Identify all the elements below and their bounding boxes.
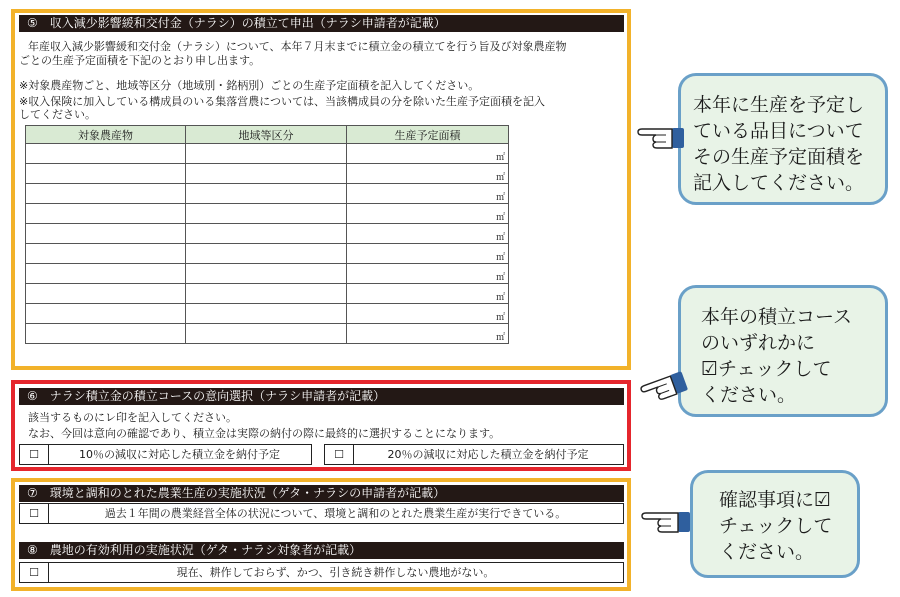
crop-cell[interactable] bbox=[26, 244, 186, 264]
option-10-percent[interactable] bbox=[19, 444, 312, 465]
region-cell[interactable] bbox=[186, 284, 347, 304]
option-20-percent-label: 20％の減収に対応した積立金を納付予定 bbox=[387, 448, 589, 461]
pointing-hand-icon bbox=[636, 120, 686, 154]
option-10-percent-checkbox[interactable]: ☐ bbox=[20, 445, 49, 464]
table-row bbox=[26, 324, 509, 344]
crop-cell[interactable] bbox=[26, 324, 186, 344]
pointing-hand-icon-2 bbox=[640, 368, 688, 408]
region-cell[interactable] bbox=[186, 164, 347, 184]
area-cell[interactable]: ㎡ bbox=[347, 284, 509, 304]
area-cell[interactable]: ㎡ bbox=[347, 324, 509, 344]
crop-cell[interactable] bbox=[26, 264, 186, 284]
environment-checkbox[interactable]: ☐ bbox=[20, 504, 49, 523]
region-cell[interactable] bbox=[186, 224, 347, 244]
table-row bbox=[26, 264, 509, 284]
region-cell[interactable] bbox=[186, 184, 347, 204]
callout-course bbox=[678, 285, 888, 417]
region-cell[interactable] bbox=[186, 324, 347, 344]
crop-cell[interactable] bbox=[26, 284, 186, 304]
region-cell[interactable] bbox=[186, 304, 347, 324]
section5-note-1: ※対象農産物ごと、地域等区分（地域別・銘柄別）ごとの生産予定面積を記入してください。 bbox=[19, 79, 480, 92]
callout-course-line-3: ☑チェックして bbox=[701, 358, 832, 380]
table-row bbox=[26, 184, 509, 204]
col-header-crop: 対象農産物 bbox=[26, 126, 186, 144]
col-header-area: 生産予定面積 bbox=[347, 126, 509, 144]
area-table bbox=[25, 125, 509, 344]
crop-cell[interactable] bbox=[26, 304, 186, 324]
area-cell[interactable]: ㎡ bbox=[347, 204, 509, 224]
table-row bbox=[26, 284, 509, 304]
section6-line-1: 該当するものにレ印を記入してください。 bbox=[28, 411, 237, 424]
table-row bbox=[26, 144, 509, 164]
area-cell[interactable]: ㎡ bbox=[347, 244, 509, 264]
area-cell[interactable]: ㎡ bbox=[347, 264, 509, 284]
table-row bbox=[26, 244, 509, 264]
environment-label: 過去１年間の農業経営全体の状況について、環境と調和のとれた農業生産が実行できている。 bbox=[104, 507, 567, 520]
area-cell[interactable]: ㎡ bbox=[347, 144, 509, 164]
crop-cell[interactable] bbox=[26, 184, 186, 204]
area-cell[interactable]: ㎡ bbox=[347, 304, 509, 324]
option-20-percent[interactable] bbox=[324, 444, 624, 465]
region-cell[interactable] bbox=[186, 244, 347, 264]
area-cell[interactable]: ㎡ bbox=[347, 164, 509, 184]
farmland-check[interactable] bbox=[19, 562, 624, 583]
callout-planned-area-line-1: 本年に生産を予定し bbox=[693, 94, 865, 116]
area-cell[interactable]: ㎡ bbox=[347, 184, 509, 204]
section6-title: ⑥ ナラシ積立金の積立コースの意向選択（ナラシ申請者が記載） bbox=[19, 388, 624, 405]
section5-para-1: 年産収入減少影響緩和交付金（ナラシ）について、本年７月末までに積立金の積立てを行う旨及び対象農産物 bbox=[28, 40, 567, 53]
region-cell[interactable] bbox=[186, 264, 347, 284]
callout-planned-area-line-4: 記入してください。 bbox=[693, 172, 865, 194]
section5-note-2: ※収入保険に加入している構成員のいる集落営農については、当該構成員の分を除いた生産予定面積を記入 bbox=[19, 95, 545, 108]
callout-confirm bbox=[690, 470, 860, 578]
farmland-label: 現在、耕作しておらず、かつ、引き続き耕作しない農地がない。 bbox=[176, 566, 495, 579]
section5-title: ⑤ 収入減少影響緩和交付金（ナラシ）の積立て申出（ナラシ申請者が記載） bbox=[19, 15, 624, 32]
col-header-region: 地域等区分 bbox=[186, 126, 347, 144]
environment-check[interactable] bbox=[19, 503, 624, 524]
crop-cell[interactable] bbox=[26, 144, 186, 164]
area-cell[interactable]: ㎡ bbox=[347, 224, 509, 244]
option-10-percent-label: 10％の減収に対応した積立金を納付予定 bbox=[79, 448, 280, 461]
option-20-percent-checkbox[interactable]: ☐ bbox=[325, 445, 354, 464]
section7-title: ⑦ 環境と調和のとれた農業生産の実施状況（ゲタ・ナラシの申請者が記載） bbox=[19, 485, 624, 502]
callout-confirm-line-3: ください。 bbox=[719, 541, 815, 563]
farmland-checkbox[interactable]: ☐ bbox=[20, 563, 49, 582]
callout-course-line-2: のいずれかに bbox=[701, 332, 816, 354]
section5-note-3: してください。 bbox=[19, 108, 96, 121]
crop-cell[interactable] bbox=[26, 224, 186, 244]
section6-line-2: なお、今回は意向の確認であり、積立金は実際の納付の際に最終的に選択することになります。 bbox=[28, 427, 501, 440]
region-cell[interactable] bbox=[186, 204, 347, 224]
callout-planned-area bbox=[678, 73, 888, 205]
crop-cell[interactable] bbox=[26, 204, 186, 224]
callout-confirm-line-2: チェックして bbox=[719, 515, 833, 537]
callout-planned-area-line-3: その生産予定面積を bbox=[693, 146, 865, 168]
callout-planned-area-line-2: ている品目について bbox=[693, 120, 864, 142]
section8-title: ⑧ 農地の有効利用の実施状況（ゲタ・ナラシ対象者が記載） bbox=[19, 542, 624, 559]
table-row bbox=[26, 224, 509, 244]
callout-course-line-1: 本年の積立コース bbox=[701, 306, 853, 328]
callout-confirm-line-1: 確認事項に☑ bbox=[719, 489, 832, 511]
table-row bbox=[26, 304, 509, 324]
section5-para-2: ごとの生産予定面積を下記のとおり申し出ます。 bbox=[19, 54, 261, 67]
callout-course-line-4: ください。 bbox=[701, 384, 797, 406]
table-row bbox=[26, 164, 509, 184]
pointing-hand-icon-3 bbox=[640, 504, 692, 538]
region-cell[interactable] bbox=[186, 144, 347, 164]
crop-cell[interactable] bbox=[26, 164, 186, 184]
table-header-row bbox=[26, 126, 509, 144]
table-row bbox=[26, 204, 509, 224]
